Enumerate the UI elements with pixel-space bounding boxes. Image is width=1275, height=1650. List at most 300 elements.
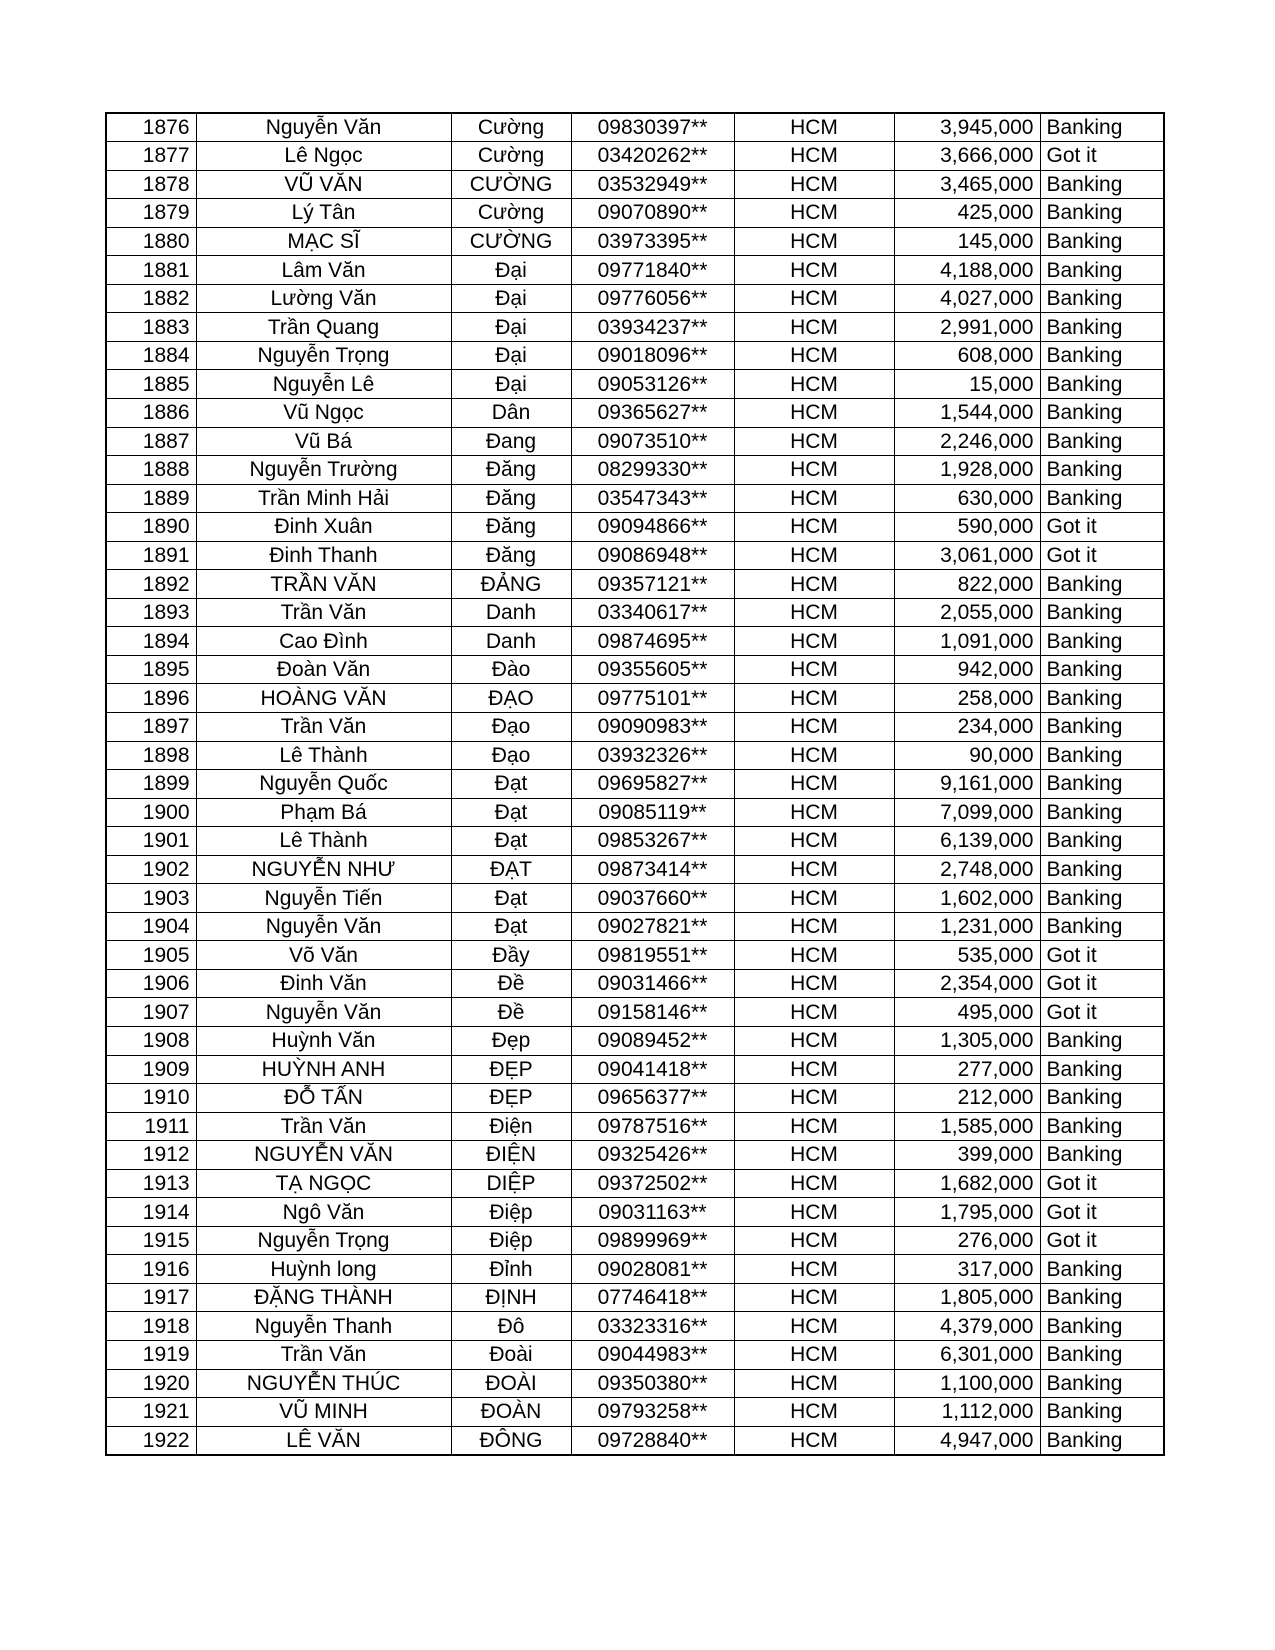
payment-method-cell: Got it [1040, 1198, 1164, 1227]
table-row [106, 341, 1164, 370]
amount-cell: 9,161,000 [894, 770, 1040, 799]
row-number-cell: 1904 [106, 912, 196, 941]
payment-method-cell: Got it [1040, 998, 1164, 1027]
first-name-cell: Đăng [451, 541, 571, 570]
first-name-cell: Đạt [451, 912, 571, 941]
table-row [106, 199, 1164, 228]
phone-cell: 08299330** [571, 456, 734, 485]
table-row [106, 456, 1164, 485]
city-cell: HCM [734, 1112, 894, 1141]
first-name-cell: Đăng [451, 513, 571, 542]
payment-method-cell: Banking [1040, 427, 1164, 456]
first-name-cell: Đại [451, 284, 571, 313]
last-name-cell: NGUYỄN NHƯ [196, 855, 451, 884]
last-name-cell: Huỳnh Văn [196, 1027, 451, 1056]
table-row [106, 655, 1164, 684]
table-row [106, 170, 1164, 199]
city-cell: HCM [734, 912, 894, 941]
row-number-cell: 1898 [106, 741, 196, 770]
first-name-cell: Đạt [451, 798, 571, 827]
first-name-cell: ĐẢNG [451, 570, 571, 599]
table-row [106, 770, 1164, 799]
payment-method-cell: Banking [1040, 570, 1164, 599]
payment-method-cell: Banking [1040, 770, 1164, 799]
last-name-cell: TẠ NGỌC [196, 1169, 451, 1198]
phone-cell: 03420262** [571, 142, 734, 171]
amount-cell: 2,055,000 [894, 598, 1040, 627]
table-row [106, 1255, 1164, 1284]
row-number-cell: 1902 [106, 855, 196, 884]
payment-method-cell: Banking [1040, 655, 1164, 684]
amount-cell: 212,000 [894, 1084, 1040, 1113]
amount-cell: 258,000 [894, 684, 1040, 713]
city-cell: HCM [734, 256, 894, 285]
table-row [106, 1055, 1164, 1084]
recipient-table [105, 112, 1165, 1456]
city-cell: HCM [734, 598, 894, 627]
amount-cell: 1,602,000 [894, 884, 1040, 913]
last-name-cell: Vũ Bá [196, 427, 451, 456]
payment-method-cell: Banking [1040, 341, 1164, 370]
amount-cell: 276,000 [894, 1226, 1040, 1255]
phone-cell: 03932326** [571, 741, 734, 770]
first-name-cell: Đẹp [451, 1027, 571, 1056]
row-number-cell: 1887 [106, 427, 196, 456]
row-number-cell: 1893 [106, 598, 196, 627]
phone-cell: 09695827** [571, 770, 734, 799]
row-number-cell: 1895 [106, 655, 196, 684]
row-number-cell: 1886 [106, 398, 196, 427]
row-number-cell: 1891 [106, 541, 196, 570]
table-row [106, 684, 1164, 713]
payment-method-cell: Banking [1040, 1255, 1164, 1284]
city-cell: HCM [734, 1141, 894, 1170]
phone-cell: 03340617** [571, 598, 734, 627]
first-name-cell: CƯỜNG [451, 170, 571, 199]
city-cell: HCM [734, 798, 894, 827]
table-row [106, 1198, 1164, 1227]
first-name-cell: ĐỊNH [451, 1283, 571, 1312]
payment-method-cell: Banking [1040, 456, 1164, 485]
amount-cell: 2,354,000 [894, 969, 1040, 998]
table-row [106, 1426, 1164, 1455]
table-row [106, 1141, 1164, 1170]
phone-cell: 09027821** [571, 912, 734, 941]
payment-method-cell: Banking [1040, 684, 1164, 713]
city-cell: HCM [734, 1369, 894, 1398]
row-number-cell: 1909 [106, 1055, 196, 1084]
phone-cell: 09830397** [571, 113, 734, 142]
payment-method-cell: Banking [1040, 598, 1164, 627]
phone-cell: 09365627** [571, 398, 734, 427]
payment-method-cell: Banking [1040, 855, 1164, 884]
row-number-cell: 1894 [106, 627, 196, 656]
first-name-cell: ĐÔNG [451, 1426, 571, 1455]
table-row [106, 912, 1164, 941]
amount-cell: 1,100,000 [894, 1369, 1040, 1398]
table-row [106, 227, 1164, 256]
last-name-cell: Lý Tân [196, 199, 451, 228]
payment-method-cell: Got it [1040, 969, 1164, 998]
row-number-cell: 1896 [106, 684, 196, 713]
payment-method-cell: Banking [1040, 1055, 1164, 1084]
last-name-cell: Phạm Bá [196, 798, 451, 827]
table-row [106, 712, 1164, 741]
payment-method-cell: Banking [1040, 712, 1164, 741]
row-number-cell: 1908 [106, 1027, 196, 1056]
row-number-cell: 1905 [106, 941, 196, 970]
first-name-cell: Đăng [451, 484, 571, 513]
phone-cell: 09819551** [571, 941, 734, 970]
payment-method-cell: Banking [1040, 1027, 1164, 1056]
last-name-cell: ĐẶNG THÀNH [196, 1283, 451, 1312]
table-row [106, 627, 1164, 656]
amount-cell: 608,000 [894, 341, 1040, 370]
city-cell: HCM [734, 1312, 894, 1341]
table-row [106, 484, 1164, 513]
payment-method-cell: Banking [1040, 227, 1164, 256]
payment-method-cell: Banking [1040, 1341, 1164, 1370]
last-name-cell: Trần Minh Hải [196, 484, 451, 513]
payment-method-cell: Banking [1040, 170, 1164, 199]
row-number-cell: 1921 [106, 1398, 196, 1427]
phone-cell: 09325426** [571, 1141, 734, 1170]
city-cell: HCM [734, 113, 894, 142]
amount-cell: 1,305,000 [894, 1027, 1040, 1056]
last-name-cell: Trần Văn [196, 598, 451, 627]
city-cell: HCM [734, 884, 894, 913]
first-name-cell: Đào [451, 655, 571, 684]
row-number-cell: 1900 [106, 798, 196, 827]
phone-cell: 03547343** [571, 484, 734, 513]
city-cell: HCM [734, 741, 894, 770]
first-name-cell: Đoài [451, 1341, 571, 1370]
payment-method-cell: Banking [1040, 798, 1164, 827]
city-cell: HCM [734, 313, 894, 342]
last-name-cell: Trần Văn [196, 712, 451, 741]
table-row [106, 313, 1164, 342]
first-name-cell: ĐẠO [451, 684, 571, 713]
payment-method-cell: Banking [1040, 113, 1164, 142]
phone-cell: 09853267** [571, 827, 734, 856]
phone-cell: 09041418** [571, 1055, 734, 1084]
amount-cell: 1,805,000 [894, 1283, 1040, 1312]
phone-cell: 09355605** [571, 655, 734, 684]
amount-cell: 2,991,000 [894, 313, 1040, 342]
table-row [106, 284, 1164, 313]
first-name-cell: Điệp [451, 1198, 571, 1227]
city-cell: HCM [734, 1055, 894, 1084]
row-number-cell: 1883 [106, 313, 196, 342]
first-name-cell: Danh [451, 598, 571, 627]
last-name-cell: HUỲNH ANH [196, 1055, 451, 1084]
amount-cell: 399,000 [894, 1141, 1040, 1170]
first-name-cell: Đạt [451, 827, 571, 856]
payment-method-cell: Banking [1040, 313, 1164, 342]
first-name-cell: Đề [451, 969, 571, 998]
row-number-cell: 1899 [106, 770, 196, 799]
table-row [106, 570, 1164, 599]
first-name-cell: ĐOÀI [451, 1369, 571, 1398]
first-name-cell: Đô [451, 1312, 571, 1341]
first-name-cell: Đạo [451, 712, 571, 741]
amount-cell: 2,246,000 [894, 427, 1040, 456]
payment-method-cell: Banking [1040, 884, 1164, 913]
city-cell: HCM [734, 627, 894, 656]
row-number-cell: 1881 [106, 256, 196, 285]
last-name-cell: Võ Văn [196, 941, 451, 970]
row-number-cell: 1890 [106, 513, 196, 542]
city-cell: HCM [734, 1084, 894, 1113]
last-name-cell: HOÀNG VĂN [196, 684, 451, 713]
city-cell: HCM [734, 398, 894, 427]
row-number-cell: 1915 [106, 1226, 196, 1255]
phone-cell: 09094866** [571, 513, 734, 542]
first-name-cell: Đại [451, 370, 571, 399]
first-name-cell: ĐẸP [451, 1055, 571, 1084]
amount-cell: 3,945,000 [894, 113, 1040, 142]
payment-method-cell: Banking [1040, 1369, 1164, 1398]
table-row [106, 941, 1164, 970]
table-row [106, 398, 1164, 427]
amount-cell: 590,000 [894, 513, 1040, 542]
amount-cell: 7,099,000 [894, 798, 1040, 827]
city-cell: HCM [734, 199, 894, 228]
phone-cell: 09787516** [571, 1112, 734, 1141]
first-name-cell: Đề [451, 998, 571, 1027]
city-cell: HCM [734, 170, 894, 199]
last-name-cell: Nguyễn Thanh [196, 1312, 451, 1341]
amount-cell: 1,112,000 [894, 1398, 1040, 1427]
last-name-cell: Nguyễn Quốc [196, 770, 451, 799]
phone-cell: 03973395** [571, 227, 734, 256]
last-name-cell: Nguyễn Văn [196, 912, 451, 941]
table-row [106, 1312, 1164, 1341]
last-name-cell: Nguyễn Trọng [196, 341, 451, 370]
phone-cell: 07746418** [571, 1283, 734, 1312]
table-row [106, 855, 1164, 884]
row-number-cell: 1914 [106, 1198, 196, 1227]
last-name-cell: VŨ MINH [196, 1398, 451, 1427]
payment-method-cell: Banking [1040, 741, 1164, 770]
last-name-cell: NGUYỄN VĂN [196, 1141, 451, 1170]
amount-cell: 317,000 [894, 1255, 1040, 1284]
last-name-cell: Đoàn Văn [196, 655, 451, 684]
last-name-cell: Nguyễn Trọng [196, 1226, 451, 1255]
amount-cell: 630,000 [894, 484, 1040, 513]
last-name-cell: Lê Thành [196, 827, 451, 856]
row-number-cell: 1878 [106, 170, 196, 199]
first-name-cell: Cường [451, 113, 571, 142]
city-cell: HCM [734, 969, 894, 998]
amount-cell: 495,000 [894, 998, 1040, 1027]
row-number-cell: 1913 [106, 1169, 196, 1198]
amount-cell: 277,000 [894, 1055, 1040, 1084]
phone-cell: 09874695** [571, 627, 734, 656]
city-cell: HCM [734, 1426, 894, 1455]
payment-method-cell: Banking [1040, 484, 1164, 513]
first-name-cell: Đạo [451, 741, 571, 770]
row-number-cell: 1906 [106, 969, 196, 998]
table-row [106, 1398, 1164, 1427]
amount-cell: 4,947,000 [894, 1426, 1040, 1455]
amount-cell: 3,465,000 [894, 170, 1040, 199]
table-row [106, 1169, 1164, 1198]
first-name-cell: ĐẸP [451, 1084, 571, 1113]
city-cell: HCM [734, 827, 894, 856]
phone-cell: 03532949** [571, 170, 734, 199]
city-cell: HCM [734, 541, 894, 570]
last-name-cell: NGUYỄN THÚC [196, 1369, 451, 1398]
payment-method-cell: Got it [1040, 541, 1164, 570]
amount-cell: 4,379,000 [894, 1312, 1040, 1341]
table-row [106, 798, 1164, 827]
last-name-cell: Trần Văn [196, 1112, 451, 1141]
last-name-cell: Trần Quang [196, 313, 451, 342]
phone-cell: 03323316** [571, 1312, 734, 1341]
phone-cell: 09372502** [571, 1169, 734, 1198]
last-name-cell: MẠC SĨ [196, 227, 451, 256]
city-cell: HCM [734, 484, 894, 513]
city-cell: HCM [734, 655, 894, 684]
payment-method-cell: Banking [1040, 398, 1164, 427]
recipient-table-body [106, 113, 1164, 1455]
row-number-cell: 1919 [106, 1341, 196, 1370]
last-name-cell: Vũ Ngọc [196, 398, 451, 427]
table-row [106, 998, 1164, 1027]
phone-cell: 09086948** [571, 541, 734, 570]
phone-cell: 09073510** [571, 427, 734, 456]
city-cell: HCM [734, 142, 894, 171]
table-row [106, 827, 1164, 856]
amount-cell: 6,139,000 [894, 827, 1040, 856]
phone-cell: 09031163** [571, 1198, 734, 1227]
amount-cell: 6,301,000 [894, 1341, 1040, 1370]
amount-cell: 3,061,000 [894, 541, 1040, 570]
row-number-cell: 1901 [106, 827, 196, 856]
first-name-cell: Đại [451, 313, 571, 342]
last-name-cell: Nguyễn Lê [196, 370, 451, 399]
row-number-cell: 1897 [106, 712, 196, 741]
phone-cell: 09899969** [571, 1226, 734, 1255]
amount-cell: 1,585,000 [894, 1112, 1040, 1141]
city-cell: HCM [734, 370, 894, 399]
first-name-cell: Đang [451, 427, 571, 456]
amount-cell: 1,231,000 [894, 912, 1040, 941]
first-name-cell: Đăng [451, 456, 571, 485]
city-cell: HCM [734, 1198, 894, 1227]
last-name-cell: Nguyễn Văn [196, 113, 451, 142]
city-cell: HCM [734, 1283, 894, 1312]
amount-cell: 90,000 [894, 741, 1040, 770]
phone-cell: 09044983** [571, 1341, 734, 1370]
first-name-cell: Cường [451, 142, 571, 171]
phone-cell: 09776056** [571, 284, 734, 313]
city-cell: HCM [734, 1255, 894, 1284]
table-row [106, 1369, 1164, 1398]
table-row [106, 370, 1164, 399]
payment-method-cell: Banking [1040, 256, 1164, 285]
phone-cell: 09656377** [571, 1084, 734, 1113]
first-name-cell: Đại [451, 256, 571, 285]
row-number-cell: 1907 [106, 998, 196, 1027]
amount-cell: 234,000 [894, 712, 1040, 741]
table-row [106, 1112, 1164, 1141]
payment-method-cell: Banking [1040, 912, 1164, 941]
city-cell: HCM [734, 427, 894, 456]
payment-method-cell: Banking [1040, 1283, 1164, 1312]
phone-cell: 09350380** [571, 1369, 734, 1398]
city-cell: HCM [734, 1226, 894, 1255]
first-name-cell: Điệp [451, 1226, 571, 1255]
row-number-cell: 1903 [106, 884, 196, 913]
last-name-cell: Đinh Văn [196, 969, 451, 998]
phone-cell: 09775101** [571, 684, 734, 713]
row-number-cell: 1912 [106, 1141, 196, 1170]
table-row [106, 1226, 1164, 1255]
row-number-cell: 1910 [106, 1084, 196, 1113]
amount-cell: 4,027,000 [894, 284, 1040, 313]
last-name-cell: Đinh Xuân [196, 513, 451, 542]
payment-method-cell: Banking [1040, 1398, 1164, 1427]
city-cell: HCM [734, 227, 894, 256]
payment-method-cell: Got it [1040, 941, 1164, 970]
last-name-cell: VŨ VĂN [196, 170, 451, 199]
table-row [106, 427, 1164, 456]
payment-method-cell: Got it [1040, 142, 1164, 171]
city-cell: HCM [734, 1169, 894, 1198]
first-name-cell: DIỆP [451, 1169, 571, 1198]
first-name-cell: ĐẠT [451, 855, 571, 884]
city-cell: HCM [734, 284, 894, 313]
first-name-cell: Danh [451, 627, 571, 656]
phone-cell: 03934237** [571, 313, 734, 342]
payment-method-cell: Banking [1040, 370, 1164, 399]
first-name-cell: Đại [451, 341, 571, 370]
phone-cell: 09085119** [571, 798, 734, 827]
last-name-cell: Nguyễn Văn [196, 998, 451, 1027]
phone-cell: 09090983** [571, 712, 734, 741]
city-cell: HCM [734, 770, 894, 799]
payment-method-cell: Got it [1040, 1226, 1164, 1255]
payment-method-cell: Banking [1040, 1426, 1164, 1455]
row-number-cell: 1882 [106, 284, 196, 313]
last-name-cell: Cao Đình [196, 627, 451, 656]
payment-method-cell: Banking [1040, 1141, 1164, 1170]
table-row [106, 884, 1164, 913]
amount-cell: 4,188,000 [894, 256, 1040, 285]
city-cell: HCM [734, 570, 894, 599]
amount-cell: 1,795,000 [894, 1198, 1040, 1227]
city-cell: HCM [734, 712, 894, 741]
row-number-cell: 1885 [106, 370, 196, 399]
city-cell: HCM [734, 341, 894, 370]
city-cell: HCM [734, 941, 894, 970]
amount-cell: 3,666,000 [894, 142, 1040, 171]
phone-cell: 09037660** [571, 884, 734, 913]
first-name-cell: Đỉnh [451, 1255, 571, 1284]
last-name-cell: LÊ VĂN [196, 1426, 451, 1455]
payment-method-cell: Banking [1040, 827, 1164, 856]
phone-cell: 09053126** [571, 370, 734, 399]
row-number-cell: 1917 [106, 1283, 196, 1312]
table-row [106, 113, 1164, 142]
row-number-cell: 1884 [106, 341, 196, 370]
amount-cell: 1,544,000 [894, 398, 1040, 427]
last-name-cell: Huỳnh long [196, 1255, 451, 1284]
payment-method-cell: Banking [1040, 284, 1164, 313]
row-number-cell: 1922 [106, 1426, 196, 1455]
